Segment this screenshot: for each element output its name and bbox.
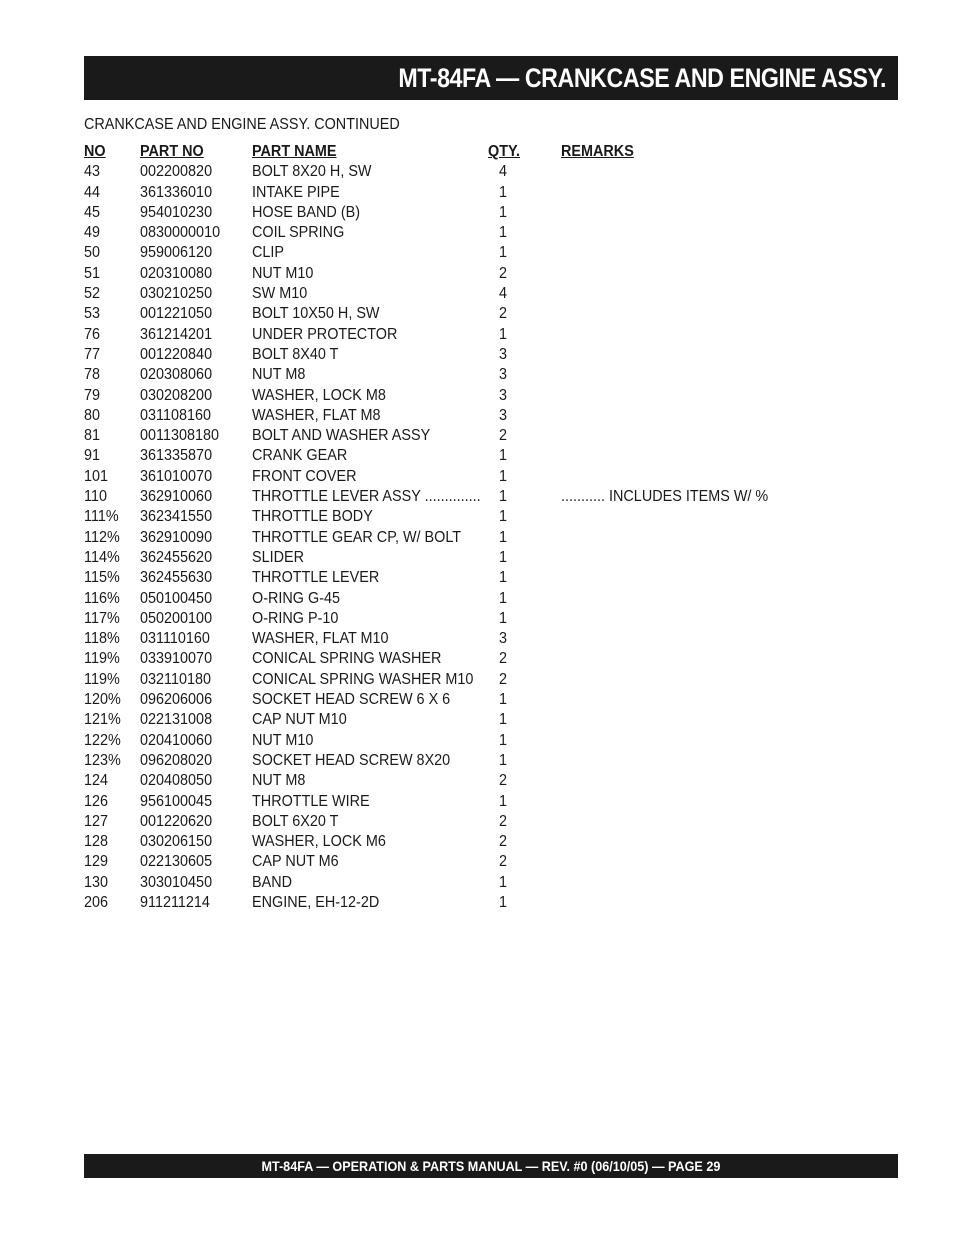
cell-part-no: 030206150 — [140, 833, 213, 851]
cell-part-no: 096206006 — [140, 691, 213, 709]
cell-no: 127 — [84, 812, 109, 830]
cell-part-no: 020410060 — [140, 731, 213, 749]
cell-qty: 1 — [499, 325, 508, 343]
cell-part-no: 361010070 — [140, 467, 213, 485]
table-row — [84, 365, 884, 385]
cell-part-name: SW M10 — [252, 285, 308, 303]
column-header-part-no: PART NO — [140, 143, 204, 160]
section-subtitle: CRANKCASE AND ENGINE ASSY. CONTINUED — [84, 116, 400, 133]
cell-no: 121% — [84, 711, 121, 729]
cell-qty: 2 — [499, 833, 508, 851]
cell-part-name: WASHER, LOCK M6 — [252, 833, 386, 851]
cell-no: 119% — [84, 650, 120, 668]
table-row — [84, 528, 884, 548]
table-row — [84, 609, 884, 629]
cell-no: 50 — [84, 244, 101, 262]
cell-qty: 3 — [499, 386, 508, 404]
column-header-remarks: REMARKS — [561, 143, 634, 160]
cell-part-name: O-RING P-10 — [252, 609, 339, 627]
cell-part-no: 001220840 — [140, 345, 213, 363]
cell-part-name: CAP NUT M6 — [252, 853, 339, 871]
table-row — [84, 893, 884, 913]
cell-part-name: HOSE BAND (B) — [252, 203, 361, 221]
table-row — [84, 812, 884, 832]
cell-part-no: 362341550 — [140, 508, 213, 526]
cell-part-name: BAND — [252, 873, 293, 891]
cell-part-name: CLIP — [252, 244, 285, 262]
cell-qty: 1 — [499, 508, 508, 526]
cell-part-name: NUT M10 — [252, 264, 314, 282]
cell-part-name: BOLT 8X20 H, SW — [252, 163, 372, 181]
cell-part-name: CAP NUT M10 — [252, 711, 347, 729]
cell-qty: 3 — [499, 630, 508, 648]
cell-part-no: 096208020 — [140, 751, 213, 769]
cell-part-name: THROTTLE BODY — [252, 508, 373, 526]
cell-part-no: 959006120 — [140, 244, 213, 262]
table-row — [84, 690, 884, 710]
cell-part-name: WASHER, LOCK M8 — [252, 386, 386, 404]
table-row — [84, 852, 884, 872]
cell-part-name: SLIDER — [252, 548, 305, 566]
cell-no: 112% — [84, 528, 120, 546]
cell-part-name: CONICAL SPRING WASHER M10 — [252, 670, 474, 688]
cell-no: 53 — [84, 305, 101, 323]
cell-no: 45 — [84, 203, 101, 221]
cell-no: 126 — [84, 792, 109, 810]
cell-part-name: THROTTLE GEAR CP, W/ BOLT — [252, 528, 462, 546]
cell-no: 52 — [84, 285, 101, 303]
cell-no: 81 — [84, 427, 101, 445]
page-title: MT-84FA — CRANKCASE AND ENGINE ASSY. — [398, 62, 886, 93]
cell-qty: 2 — [499, 812, 508, 830]
cell-qty: 1 — [499, 792, 508, 810]
cell-part-name: INTAKE PIPE — [252, 183, 340, 201]
cell-qty: 1 — [499, 711, 508, 729]
table-row — [84, 731, 884, 751]
cell-no: 129 — [84, 853, 109, 871]
cell-part-no: 362910060 — [140, 488, 213, 506]
cell-no: 124 — [84, 772, 109, 790]
column-header-part-name: PART NAME — [252, 143, 337, 160]
cell-qty: 1 — [499, 244, 508, 262]
cell-qty: 1 — [499, 183, 508, 201]
cell-qty: 2 — [499, 772, 508, 790]
cell-no: 80 — [84, 406, 101, 424]
cell-part-name: CONICAL SPRING WASHER — [252, 650, 442, 668]
cell-part-no: 020310080 — [140, 264, 213, 282]
cell-no: 130 — [84, 873, 109, 891]
cell-part-no: 001220620 — [140, 812, 213, 830]
cell-no: 49 — [84, 224, 101, 242]
table-row — [84, 304, 884, 324]
cell-part-no: 361214201 — [140, 325, 213, 343]
table-row — [84, 710, 884, 730]
cell-no: 77 — [84, 345, 101, 363]
table-row — [84, 792, 884, 812]
table-row — [84, 325, 884, 345]
cell-qty: 1 — [499, 893, 508, 911]
cell-part-no: 303010450 — [140, 873, 213, 891]
cell-part-name: NUT M8 — [252, 366, 306, 384]
cell-part-name: THROTTLE WIRE — [252, 792, 370, 810]
cell-remarks: ........... INCLUDES ITEMS W/ % — [561, 488, 769, 506]
column-header-qty: QTY. — [488, 143, 521, 160]
cell-part-name: THROTTLE LEVER — [252, 569, 380, 587]
page-footer-bar — [84, 1154, 898, 1178]
cell-qty: 1 — [499, 751, 508, 769]
cell-no: 101 — [84, 467, 109, 485]
cell-qty: 1 — [499, 528, 508, 546]
cell-qty: 1 — [499, 488, 508, 506]
cell-no: 111% — [84, 508, 119, 526]
cell-qty: 2 — [499, 264, 508, 282]
table-row — [84, 162, 884, 182]
cell-part-name: FRONT COVER — [252, 467, 357, 485]
cell-part-no: 050200100 — [140, 609, 213, 627]
cell-no: 206 — [84, 893, 109, 911]
cell-part-no: 0830000010 — [140, 224, 221, 242]
cell-no: 114% — [84, 548, 120, 566]
cell-part-no: 030210250 — [140, 285, 213, 303]
cell-no: 123% — [84, 751, 121, 769]
table-row — [84, 771, 884, 791]
table-row — [84, 446, 884, 466]
cell-no: 120% — [84, 691, 121, 709]
cell-part-no: 956100045 — [140, 792, 213, 810]
cell-part-name: SOCKET HEAD SCREW 8X20 — [252, 751, 451, 769]
cell-part-no: 361335870 — [140, 447, 213, 465]
table-row — [84, 548, 884, 568]
cell-qty: 4 — [499, 163, 508, 181]
cell-part-no: 0011308180 — [140, 427, 220, 445]
table-body — [84, 162, 884, 913]
table-row — [84, 426, 884, 446]
table-row — [84, 670, 884, 690]
cell-part-no: 033910070 — [140, 650, 213, 668]
cell-part-no: 020308060 — [140, 366, 213, 384]
cell-part-no: 020408050 — [140, 772, 213, 790]
parts-table — [84, 142, 884, 913]
table-row — [84, 284, 884, 304]
table-row — [84, 386, 884, 406]
cell-part-name: NUT M8 — [252, 772, 306, 790]
cell-part-name: BOLT AND WASHER ASSY — [252, 427, 431, 445]
cell-qty: 2 — [499, 650, 508, 668]
cell-no: 51 — [84, 264, 101, 282]
cell-qty: 1 — [499, 691, 508, 709]
cell-no: 118% — [84, 630, 120, 648]
cell-part-no: 022131008 — [140, 711, 213, 729]
cell-part-no: 362910090 — [140, 528, 213, 546]
cell-no: 76 — [84, 325, 101, 343]
cell-no: 119% — [84, 670, 120, 688]
cell-no: 128 — [84, 833, 109, 851]
cell-no: 116% — [84, 589, 120, 607]
table-row — [84, 406, 884, 426]
cell-qty: 3 — [499, 406, 508, 424]
cell-no: 110 — [84, 488, 107, 506]
cell-part-name: WASHER, FLAT M10 — [252, 630, 389, 648]
cell-no: 78 — [84, 366, 101, 384]
cell-part-name: BOLT 10X50 H, SW — [252, 305, 380, 323]
column-header-no: NO — [84, 143, 106, 160]
cell-part-name: BOLT 8X40 T — [252, 345, 339, 363]
cell-no: 44 — [84, 183, 101, 201]
cell-qty: 1 — [499, 224, 508, 242]
cell-part-name: THROTTLE LEVER ASSY .............. — [252, 488, 481, 506]
cell-qty: 1 — [499, 731, 508, 749]
cell-part-no: 001221050 — [140, 305, 213, 323]
cell-qty: 1 — [499, 203, 508, 221]
table-row — [84, 649, 884, 669]
cell-part-name: O-RING G-45 — [252, 589, 341, 607]
cell-part-name: NUT M10 — [252, 731, 314, 749]
cell-qty: 3 — [499, 366, 508, 384]
cell-qty: 1 — [499, 548, 508, 566]
table-row — [84, 243, 884, 263]
table-row — [84, 264, 884, 284]
cell-qty: 3 — [499, 345, 508, 363]
cell-no: 115% — [84, 569, 120, 587]
cell-part-name: WASHER, FLAT M8 — [252, 406, 381, 424]
cell-part-no: 022130605 — [140, 853, 213, 871]
cell-part-no: 050100450 — [140, 589, 213, 607]
cell-part-name: BOLT 6X20 T — [252, 812, 339, 830]
cell-part-name: SOCKET HEAD SCREW 6 X 6 — [252, 691, 451, 709]
cell-qty: 2 — [499, 427, 508, 445]
cell-qty: 1 — [499, 873, 508, 891]
cell-qty: 1 — [499, 609, 508, 627]
table-row — [84, 629, 884, 649]
table-row — [84, 751, 884, 771]
table-row — [84, 467, 884, 487]
table-row — [84, 589, 884, 609]
cell-part-no: 031110160 — [140, 630, 210, 648]
cell-part-name: CRANK GEAR — [252, 447, 348, 465]
cell-no: 43 — [84, 163, 101, 181]
cell-part-name: ENGINE, EH-12-2D — [252, 893, 380, 911]
cell-qty: 1 — [499, 569, 508, 587]
cell-no: 117% — [84, 609, 120, 627]
cell-qty: 2 — [499, 670, 508, 688]
page-header-bar — [84, 56, 898, 100]
table-row — [84, 507, 884, 527]
cell-part-no: 362455620 — [140, 548, 213, 566]
cell-qty: 2 — [499, 305, 508, 323]
table-row — [84, 568, 884, 588]
table-row — [84, 873, 884, 893]
cell-part-no: 002200820 — [140, 163, 213, 181]
table-row — [84, 487, 884, 507]
cell-part-no: 911211214 — [140, 893, 210, 911]
cell-part-no: 361336010 — [140, 183, 213, 201]
cell-no: 91 — [84, 447, 101, 465]
footer-text: MT-84FA — OPERATION & PARTS MANUAL — REV. #0 (06/10/05) — PAGE 29 — [261, 1158, 721, 1174]
cell-part-no: 031108160 — [140, 406, 212, 424]
table-header-row — [84, 142, 884, 162]
table-row — [84, 183, 884, 203]
cell-qty: 1 — [499, 467, 508, 485]
table-row — [84, 223, 884, 243]
table-row — [84, 345, 884, 365]
cell-qty: 4 — [499, 285, 508, 303]
cell-part-name: UNDER PROTECTOR — [252, 325, 398, 343]
cell-part-name: COIL SPRING — [252, 224, 345, 242]
table-row — [84, 203, 884, 223]
table-row — [84, 832, 884, 852]
cell-part-no: 954010230 — [140, 203, 213, 221]
cell-part-no: 362455630 — [140, 569, 213, 587]
cell-qty: 1 — [499, 589, 508, 607]
cell-no: 79 — [84, 386, 101, 404]
cell-part-no: 032110180 — [140, 670, 212, 688]
cell-part-no: 030208200 — [140, 386, 213, 404]
cell-qty: 2 — [499, 853, 508, 871]
cell-qty: 1 — [499, 447, 508, 465]
cell-no: 122% — [84, 731, 121, 749]
